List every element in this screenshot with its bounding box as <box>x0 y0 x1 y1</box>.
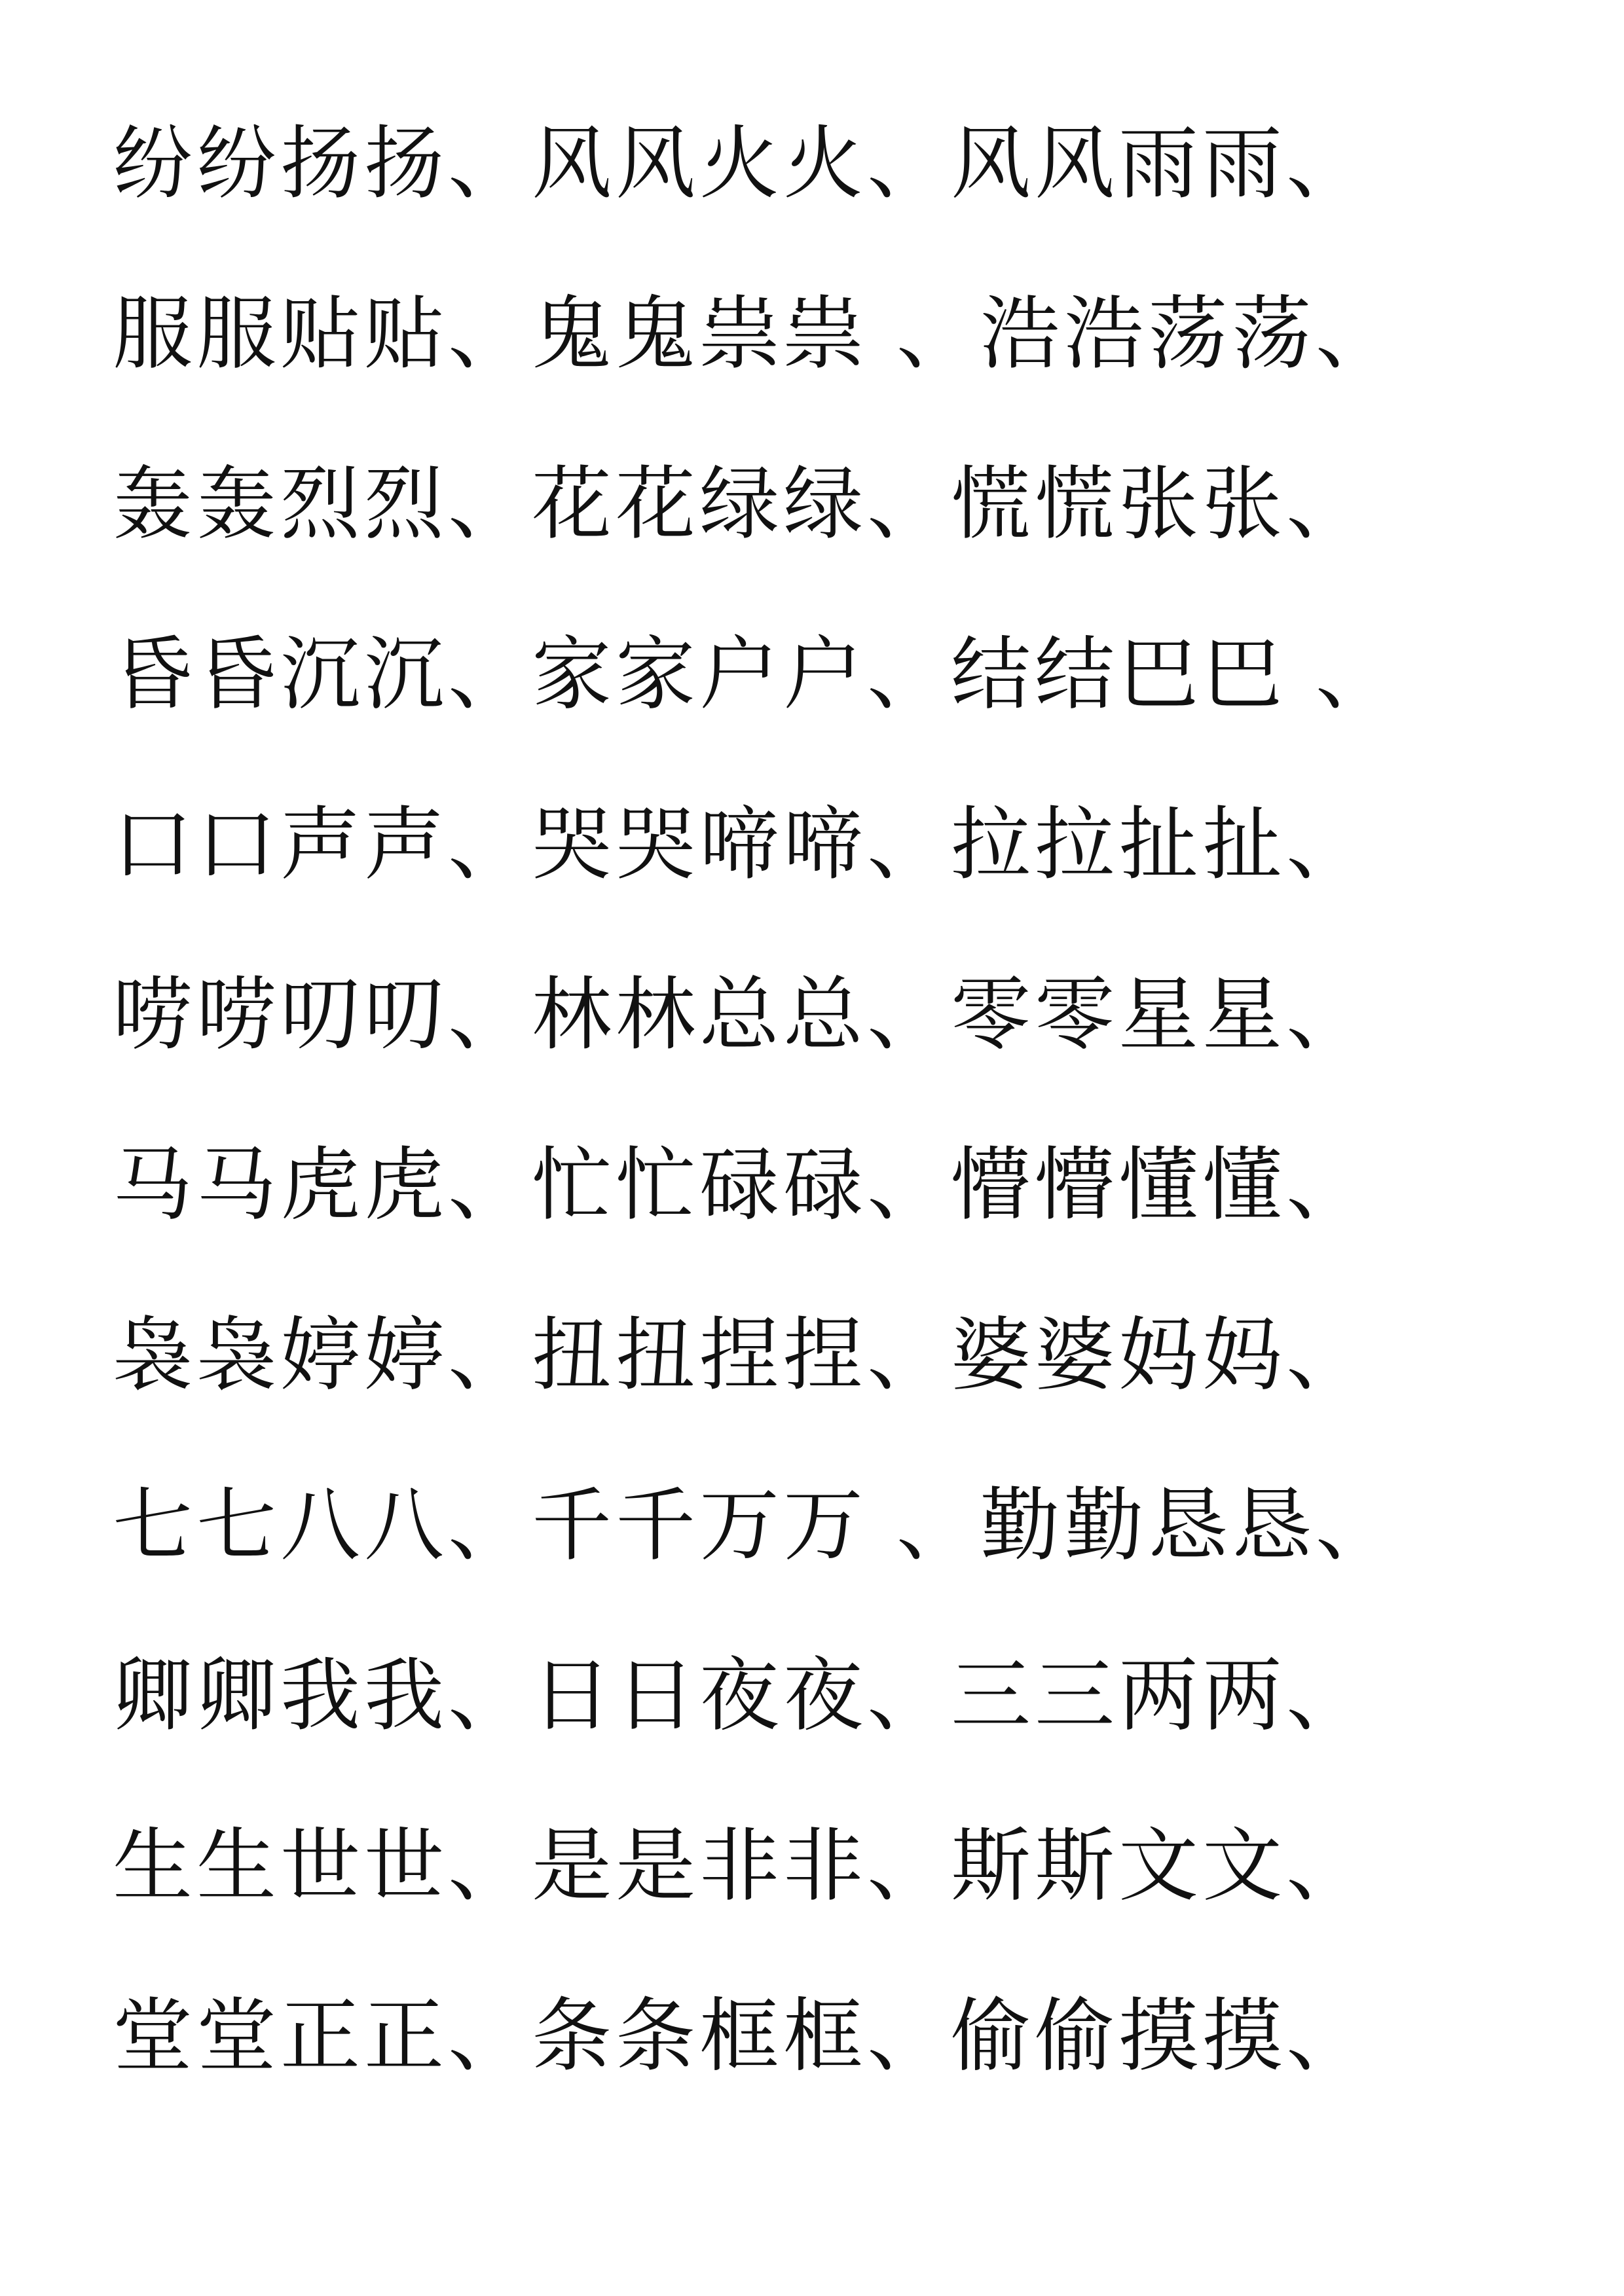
idiom-line: 马马虎虎、忙忙碌碌、懵懵懂懂、 <box>113 1139 1370 1231</box>
idiom-line: 生生世世、是是非非、斯斯文文、 <box>113 1819 1370 1912</box>
idiom-line: 袅袅婷婷、扭扭捏捏、婆婆妈妈、 <box>113 1309 1370 1402</box>
idiom-line: 轰轰烈烈、花花绿绿、慌慌张张、 <box>113 458 1370 551</box>
idiom-line: 唠唠叨叨、林林总总、零零星星、 <box>113 968 1370 1061</box>
idiom-line: 昏昏沉沉、家家户户、结结巴巴 、 <box>113 628 1399 721</box>
idiom-line: 口口声声、哭哭啼啼、拉拉扯扯、 <box>113 798 1370 891</box>
idiom-line: 服服贴贴、鬼鬼祟祟 、浩浩荡荡、 <box>113 287 1399 380</box>
idiom-line: 纷纷扬扬、风风火火、风风雨雨、 <box>113 117 1370 210</box>
idiom-line: 卿卿我我、日日夜夜、三三两两、 <box>113 1649 1370 1742</box>
idiom-line: 七七八八、千千万万 、勤勤恳恳、 <box>113 1479 1399 1572</box>
idiom-line: 堂堂正正、条条框框、偷偷摸摸、 <box>113 1990 1370 2083</box>
idiom-list <box>113 111 1553 2154</box>
